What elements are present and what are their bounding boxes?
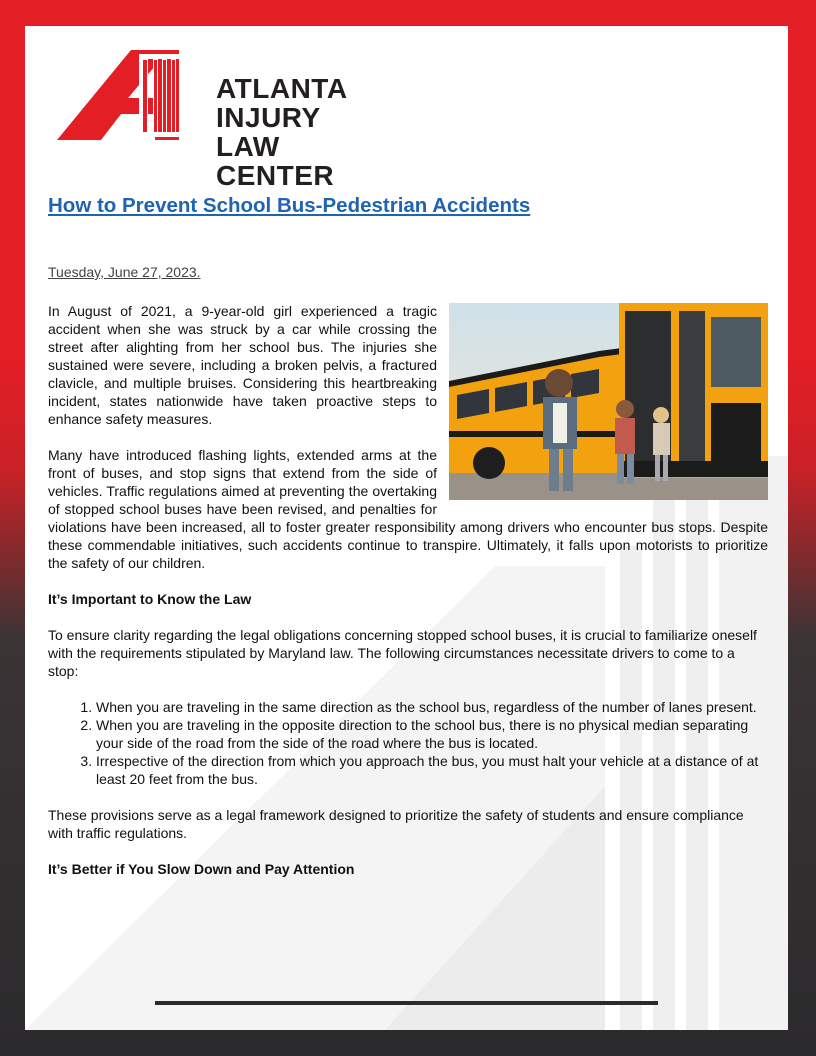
brand-logo[interactable] bbox=[55, 48, 385, 191]
section-heading-law: It’s Important to Know the Law bbox=[48, 591, 252, 607]
section-heading-slow-down: It’s Better if You Slow Down and Pay Attention bbox=[48, 861, 355, 877]
logo-wordmark bbox=[216, 74, 385, 190]
paragraph-1: In August of 2021, a 9-year-old girl experienced a tragic accident when she was struck by a car while crossing the street after alighting from her school bus. The injuries she sustained were severe, including a broken pelvis, a fractured clavicle, and multiple bruises. Considering this heartbreaking incident, states nationwide have taken proactive steps to enhance safety measures. bbox=[48, 303, 437, 427]
footer-divider bbox=[155, 1001, 658, 1005]
list-item: 1. When you are traveling in the same direction as the school bus, regardless of the number of lanes present. bbox=[96, 698, 768, 716]
list-item: 3. Irrespective of the direction from which you approach the bus, you must halt your vehicle at a distance of at least 20 feet from the bus. bbox=[96, 752, 768, 788]
article-title-link[interactable]: How to Prevent School Bus-Pedestrian Accidents bbox=[48, 194, 531, 217]
logo-line-1: ATLANTA bbox=[216, 73, 348, 104]
school-bus-children-photo-icon bbox=[449, 303, 768, 500]
list-item: 2. When you are traveling in the opposite direction to the school bus, there is no physical median separating your side of the road from the side of the road where the bus is located. bbox=[96, 716, 768, 752]
article-body bbox=[48, 302, 768, 896]
logo-line-3: LAW CENTER bbox=[216, 131, 335, 191]
document-page bbox=[25, 26, 788, 1030]
paragraph-2: Many have introduced flashing lights, extended arms at the front of buses, and stop signs that extend from the side of vehicles. Traffic regulations aimed at preventing the overtaking of stopped school buses have been revised, and penalties for violations have been increased, all to foster greater responsibility among drivers who encounter bus stops. Despite these commendable initiatives, such accidents continue to transpire. Ultimately, it falls upon motorists to prioritize the safety of our children. bbox=[48, 447, 768, 571]
logo-line-2: INJURY bbox=[216, 102, 321, 133]
article-date: Tuesday, June 27, 2023. bbox=[48, 264, 201, 280]
logo-mark-icon bbox=[55, 48, 215, 148]
paragraph-3: To ensure clarity regarding the legal obligations concerning stopped school buses, it is crucial to familiarize oneself with the requirements stipulated by Maryland law. The following circumstances necessitate drivers to come to a stop: bbox=[48, 627, 757, 679]
stop-requirements-list bbox=[48, 698, 768, 788]
paragraph-4: These provisions serve as a legal framework designed to prioritize the safety of students and ensure compliance with traffic regulations. bbox=[48, 807, 744, 841]
school-bus-photo bbox=[449, 303, 768, 500]
